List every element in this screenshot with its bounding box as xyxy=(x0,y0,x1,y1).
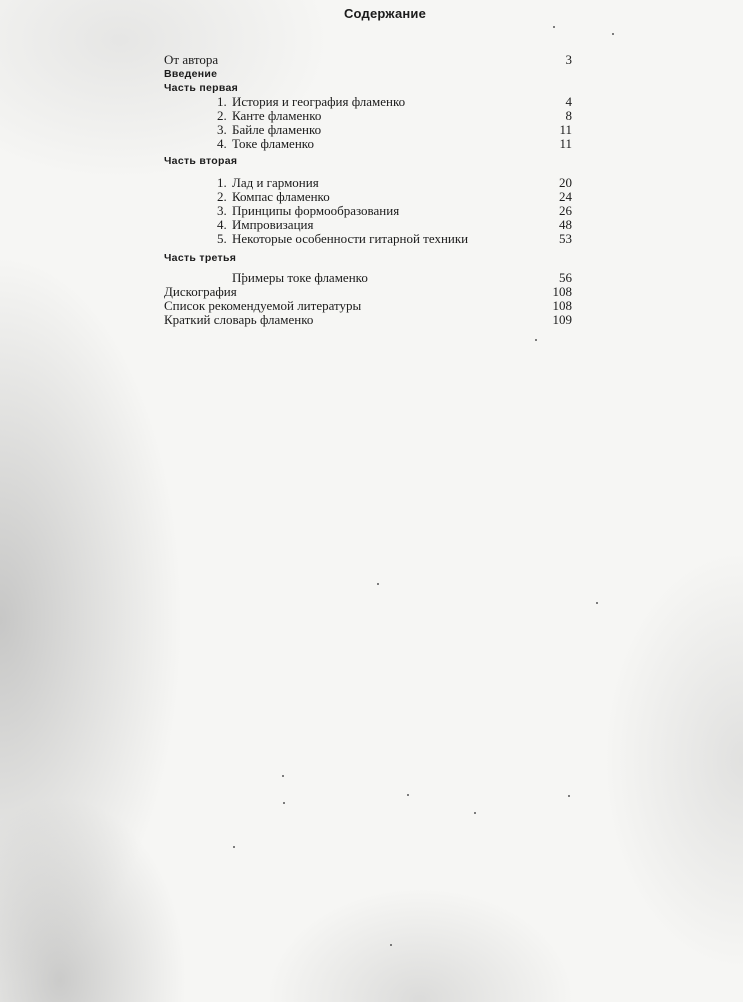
toc-item-number: 3. xyxy=(217,203,227,218)
toc-row-literature xyxy=(164,299,576,313)
toc-entry-label: Принципы формообразования xyxy=(232,203,400,218)
toc-page-number: 20 xyxy=(559,175,572,190)
toc-item-number: 3. xyxy=(217,122,227,137)
speck xyxy=(282,775,284,777)
toc-row-toque xyxy=(164,137,576,151)
toc-row-introduction xyxy=(164,67,576,81)
speck xyxy=(553,26,555,28)
table-of-contents xyxy=(164,53,576,327)
toc-row-history xyxy=(164,95,576,109)
toc-row-form-principles xyxy=(164,204,576,218)
toc-entry-label: Импровизация xyxy=(232,217,314,232)
toc-entry-label: Краткий словарь фламенко xyxy=(164,312,314,327)
toc-page-number: 8 xyxy=(565,108,572,123)
speck xyxy=(474,812,476,814)
toc-item-number: 2. xyxy=(217,189,227,204)
toc-row-baile xyxy=(164,123,576,137)
toc-section-label: Введение xyxy=(164,68,218,80)
toc-entry-label: Токе фламенко xyxy=(232,136,314,151)
page-title: Содержание xyxy=(343,6,427,21)
toc-page-number: 109 xyxy=(552,312,572,327)
toc-section-label: Часть вторая xyxy=(164,155,238,167)
toc-page-number: 3 xyxy=(565,52,572,67)
toc-section-label: Часть первая xyxy=(164,82,239,94)
toc-entry-label: Лад и гармония xyxy=(232,175,319,190)
toc-entry-label: Канте фламенко xyxy=(232,108,322,123)
toc-row-from-author xyxy=(164,53,576,67)
speck xyxy=(535,339,537,341)
toc-row-compas xyxy=(164,190,576,204)
toc-page-number: 108 xyxy=(552,284,572,299)
toc-page-number: 11 xyxy=(559,136,572,151)
toc-entry-label: От автора xyxy=(164,52,219,67)
toc-item-number: 4. xyxy=(217,136,227,151)
toc-page-number: 56 xyxy=(559,270,572,285)
toc-item-number: 4. xyxy=(217,217,227,232)
toc-section-label: Часть третья xyxy=(164,252,237,264)
toc-page-number: 26 xyxy=(559,203,572,218)
toc-row-part-one xyxy=(164,81,576,95)
toc-page-number: 53 xyxy=(559,231,572,246)
toc-row-improvisation xyxy=(164,218,576,232)
speck xyxy=(377,583,379,585)
toc-entry-label: История и география фламенко xyxy=(232,94,406,109)
toc-row-mode-harmony xyxy=(164,176,576,190)
speck xyxy=(233,846,235,848)
toc-row-part-two xyxy=(164,154,576,168)
toc-row-part-three xyxy=(164,251,576,265)
speck xyxy=(568,795,570,797)
toc-item-number: 1. xyxy=(217,94,227,109)
speck xyxy=(596,602,598,604)
toc-page-number: 11 xyxy=(559,122,572,137)
toc-page-number: 4 xyxy=(565,94,572,109)
toc-page-number: 108 xyxy=(552,298,572,313)
speck xyxy=(612,33,614,35)
toc-entry-label: Байле фламенко xyxy=(232,122,322,137)
speck xyxy=(390,944,392,946)
toc-entry-label: Список рекомендуемой литературы xyxy=(164,298,362,313)
toc-page-number: 24 xyxy=(559,189,572,204)
toc-row-glossary xyxy=(164,313,576,327)
toc-entry-label: Дискография xyxy=(164,284,237,299)
toc-row-guitar-technique xyxy=(164,232,576,246)
toc-row-cante xyxy=(164,109,576,123)
toc-entry-label: Некоторые особенности гитарной техники xyxy=(232,231,469,246)
toc-entry-label: Компас фламенко xyxy=(232,189,330,204)
toc-item-number: 1. xyxy=(217,175,227,190)
toc-item-number: 2. xyxy=(217,108,227,123)
toc-row-toque-examples xyxy=(164,271,576,285)
speck xyxy=(283,802,285,804)
toc-row-discography xyxy=(164,285,576,299)
toc-entry-label: Примеры токе фламенко xyxy=(232,270,368,285)
toc-item-number: 5. xyxy=(217,231,227,246)
speck xyxy=(407,794,409,796)
toc-page-number: 48 xyxy=(559,217,572,232)
